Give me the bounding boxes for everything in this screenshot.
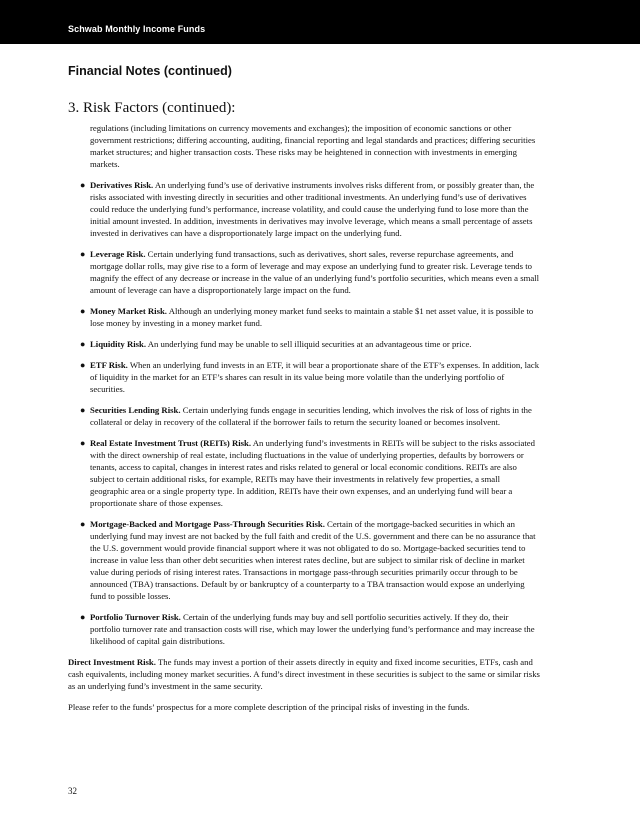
risk-text: Certain underlying fund transactions, such as derivatives, short sales, reverse repurchase agreements, and mortgage dollar rolls, may give rise to a form of leverage and may expose an underlying fund to greater risk. Leverage tends to magnify the effect of any decrease or increase in the value of an underlying fund’s portfolio securities, which means even a small amount of leverage can have a disproportionately large impact on the fund. — [90, 249, 540, 295]
risk-text: Certain of the underlying funds may buy and sell portfolio securities actively. If they do, their portfolio turnover rate and transaction costs will rise, which may lower the underlying fund’s performance and may increase the likelihood of capital gain distributions. — [90, 612, 535, 646]
risk-item-money-market — [68, 305, 540, 329]
risk-text: Certain of the mortgage-backed securities in which an underlying fund may invest are not backed by the full faith and credit of the U.S. government and there can be no assurance that the U.S. government would provide financial support where it was not obligated to do so. Mortgage-backed securities tend to increase in value less than other debt securities when interest rates decline, but are subject to similar risk of decline in market value during periods of rising interest rates. Transactions in mortgage pass-through securities primarily occur through to be announced (TBA) transactions. Default by or bankruptcy of a counterparty to a TBA transaction would expose an underlying fund to possible losses. — [90, 519, 536, 601]
risk-list — [68, 179, 540, 647]
bullet-icon: ● — [80, 519, 86, 529]
risk-term: Derivatives Risk. — [90, 180, 154, 190]
risk-text: An underlying fund’s use of derivative instruments involves risks different from, or possibly greater than, the risks associated with investing directly in securities and other traditional investments. An underlying fund’s use of derivatives could reduce the underlying fund’s performance, increase volatility, and could cause the underlying fund to lose more than the initial amount invested. In addition, investments in derivatives may involve leverage, which means a small percentage of assets invested in derivatives can have a disproportionately large impact on the underlying fund. — [90, 180, 535, 238]
risk-term: ETF Risk. — [90, 360, 128, 370]
page-number: 32 — [68, 786, 77, 796]
risk-term: Mortgage-Backed and Mortgage Pass-Through Securities Risk. — [90, 519, 325, 529]
bullet-icon: ● — [80, 180, 86, 190]
risk-text: Although an underlying money market fund seeks to maintain a stable $1 net asset value, it is possible to lose money by investing in a money market fund. — [90, 306, 534, 328]
risk-term: Portfolio Turnover Risk. — [90, 612, 181, 622]
bullet-icon: ● — [80, 360, 86, 370]
risk-text: When an underlying fund invests in an ETF, it will bear a proportionate share of the ETF’s expenses. In addition, lack of liquidity in the market for an ETF’s shares can result in its value being more volatile than the underlying portfolio of securities. — [90, 360, 540, 394]
intro-paragraph: regulations (including limitations on currency movements and exchanges); the imposition of economic sanctions or other government restrictions; differing accounting, auditing, financial reporting and legal standards and practices; differing securities market structures; and higher transaction costs. These risks may be heightened in connection with investments in emerging markets. — [90, 123, 536, 169]
direct-investment-text: The funds may invest a portion of their assets directly in equity and fixed income securities, ETFs, cash and cash equivalents, including money market securities. A fund’s direct investment in these securities is subject to the same or similar risks as an underlying fund’s investment in the same security. — [68, 657, 540, 691]
bullet-icon: ● — [80, 306, 86, 316]
bullet-icon: ● — [80, 249, 86, 259]
bullet-icon: ● — [80, 405, 86, 415]
risk-item-portfolio-turnover — [68, 611, 540, 647]
subsection-title: 3. Risk Factors (continued): — [68, 100, 236, 116]
risk-item-mortgage-backed — [68, 518, 540, 602]
direct-investment-paragraph — [68, 656, 540, 692]
header-title: Schwab Monthly Income Funds — [68, 24, 206, 34]
closing-paragraph: Please refer to the funds’ prospectus for a more complete description of the principal risks of investing in the funds. — [68, 702, 470, 712]
section-title: Financial Notes (continued) — [68, 64, 232, 78]
risk-text: An underlying fund’s investments in REITs will be subject to the risks associated with the direct ownership of real estate, including fluctuations in the value of underlying properties, defaults by borrowers or tenants, access to capital, changes in interest rates and risks related to general or local economic conditions. REITs are also subject to certain additional risks, for example, REITs may have their investments in relatively few properties, a small geographic area or a single property type. In addition, REITs have their own expenses, and an underlying fund will bear a proportionate share of those expenses. — [90, 438, 535, 508]
risk-term: Securities Lending Risk. — [90, 405, 181, 415]
direct-investment-term: Direct Investment Risk. — [68, 657, 156, 667]
header-bar — [0, 0, 640, 44]
risk-text: Certain underlying funds engage in securities lending, which involves the risk of loss of rights in the collateral or delay in recovery of the collateral if the borrower fails to return the security loaned or becomes insolvent. — [90, 405, 532, 427]
bullet-icon: ● — [80, 339, 86, 349]
risk-item-liquidity — [68, 338, 540, 350]
risk-term: Leverage Risk. — [90, 249, 146, 259]
bullet-icon: ● — [80, 438, 86, 448]
risk-item-reits — [68, 437, 540, 509]
risk-term: Money Market Risk. — [90, 306, 167, 316]
bullet-icon: ● — [80, 612, 86, 622]
risk-item-derivatives — [68, 179, 540, 239]
risk-item-etf — [68, 359, 540, 395]
body-content — [68, 122, 540, 722]
risk-text: An underlying fund may be unable to sell illiquid securities at an advantageous time or price. — [147, 339, 472, 349]
risk-item-leverage — [68, 248, 540, 296]
risk-term: Real Estate Investment Trust (REITs) Risk. — [90, 438, 252, 448]
risk-item-securities-lending — [68, 404, 540, 428]
risk-term: Liquidity Risk. — [90, 339, 147, 349]
